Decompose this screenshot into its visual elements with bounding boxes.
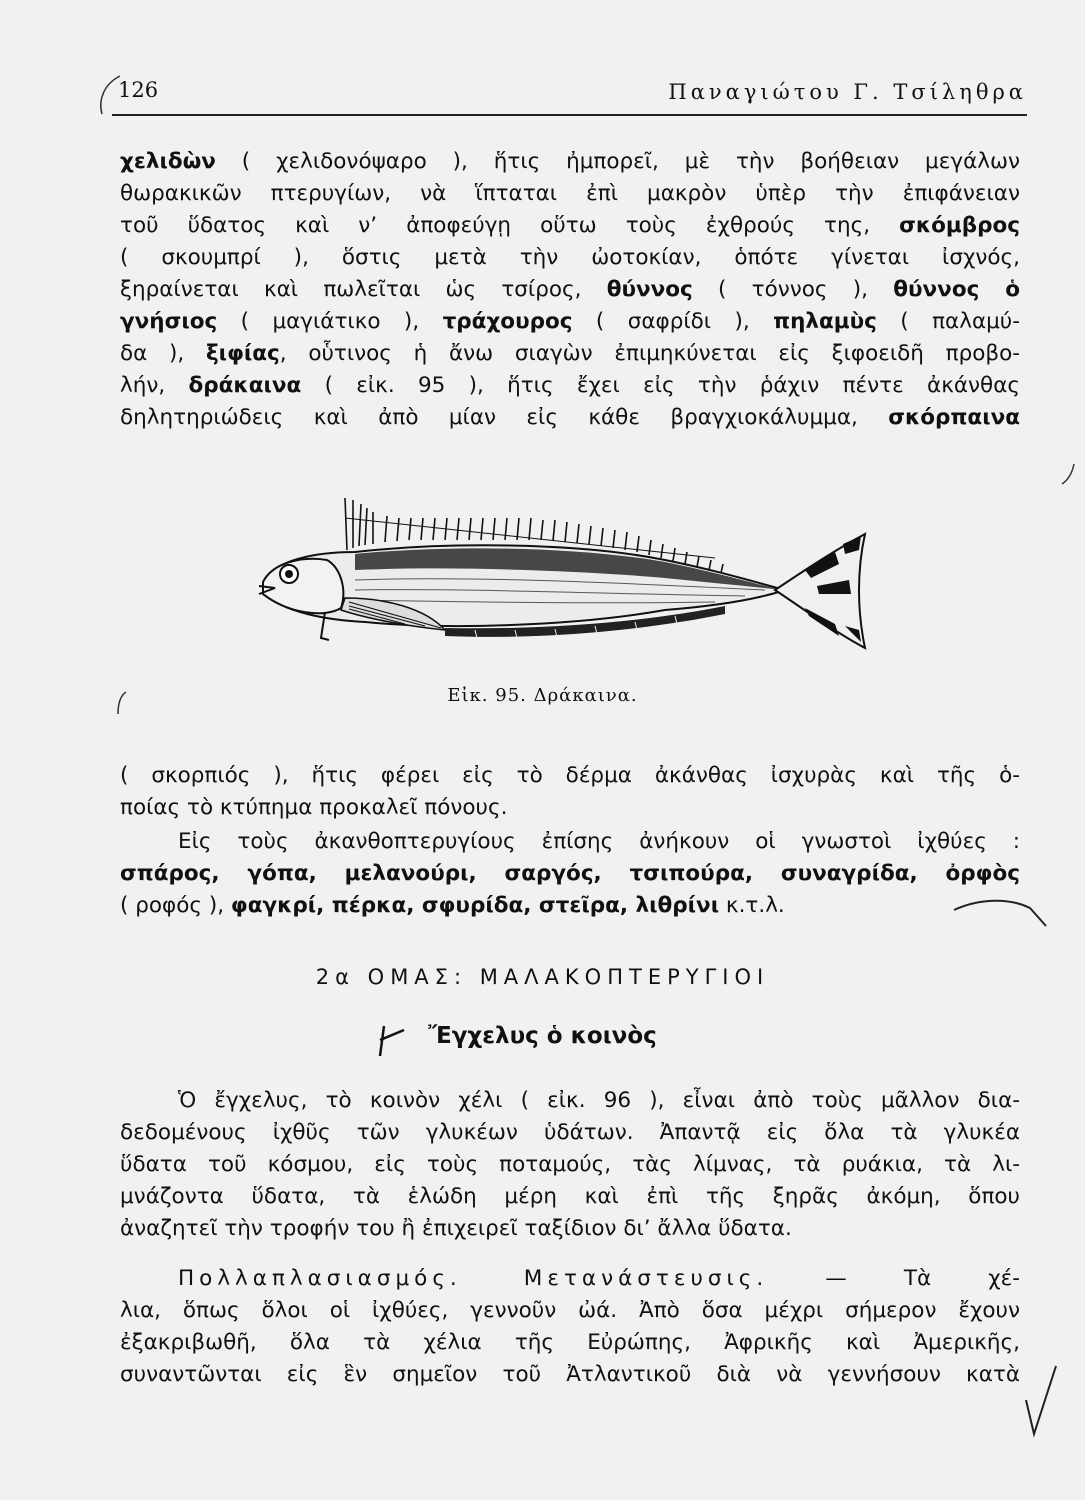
figure-caption: Εἰκ. 95. Δράκαινα. xyxy=(447,685,638,706)
text-line: τοῦ ὕδατος καὶ ν’ ἀποφεύγῃ οὕτω τοὺς ἐχθρούς της, σκόμβρος xyxy=(120,213,1020,238)
fish-head xyxy=(263,559,343,613)
text-line: ξηραίνεται καὶ πωλεῖται ὡς τσίρος, θύννος ( τόννος ), θύννος ὁ xyxy=(120,277,1020,302)
page-number: 126 xyxy=(118,78,159,102)
paragraph-fish-list xyxy=(120,146,1020,434)
paragraph-eel xyxy=(120,1085,1020,1245)
pencil-tick-right xyxy=(1060,460,1080,490)
paragraph-acanthopterygii xyxy=(120,826,1020,922)
text-line: δηλητηριώδεις καὶ ἀπὸ μίαν εἰς κάθε βραγχιοκάλυμμα, σκόρπαινα xyxy=(120,405,1020,430)
text-line: ( ροφός ), φαγκρί, πέρκα, σφυρίδα, στεῖρα, λιθρίνι κ.τ.λ. xyxy=(120,893,785,918)
text-line: ἀναζητεῖ τὴν τροφήν του ἢ ἐπιχειρεῖ ταξίδιον δι’ ἄλλα ὕδατα. xyxy=(120,1216,792,1241)
pencil-check-mark xyxy=(1020,1360,1060,1440)
text-line: Ὁ ἔγχελυς, τὸ κοινὸν χέλι ( εἰκ. 96 ), εἶναι ἀπὸ τοὺς μᾶλλον δια- xyxy=(178,1088,1020,1113)
text-line: ποίας τὸ κτύπημα προκαλεῖ πόνους. xyxy=(120,795,508,820)
pencil-mark-caption xyxy=(112,688,132,718)
text-line: θωρακικῶν πτερυγίων, νὰ ἵπταται ἐπὶ μακρὸν ὑπὲρ τὴν ἐπιφάνειαν xyxy=(120,181,1020,206)
text-line: χελιδὼν ( χελιδονόψαρο ), ἥτις ἠμπορεῖ, μὲ τὴν βοήθειαν μεγάλων xyxy=(120,149,1020,174)
text-line: σπάρος, γόπα, μελανούρι, σαργός, τσιπούρα, συναγρίδα, ὀρφὸς xyxy=(120,861,1020,886)
text-line: δεδομένους ἰχθῦς τῶν γλυκέων ὑδάτων. Ἀπαντᾷ εἰς ὅλα τὰ γλυκέα xyxy=(120,1120,1020,1145)
text-line: Πολλαπλασιασμός. Μετανάστευσις. — Τὰ χέ- xyxy=(178,1266,1020,1291)
text-line: ἐξακριβωθῆ, ὅλα τὰ χέλια τῆς Εὐρώπης, Ἀφρικῆς καὶ Ἀμερικῆς, xyxy=(120,1330,1020,1355)
text-line: λια, ὅπως ὅλοι οἱ ἰχθύες, γεννοῦν ὠά. Ἀπὸ ὅσα μέχρι σήμερον ἔχουν xyxy=(120,1298,1020,1323)
paragraph-scorpion-fish xyxy=(120,760,1020,824)
text-line: συναντῶνται εἰς ἓν σημεῖον τοῦ Ἀτλαντικοῦ διὰ νὰ γεννήσουν κατὰ xyxy=(120,1362,1020,1387)
pencil-mark-heading xyxy=(370,1020,410,1060)
paragraph-reproduction xyxy=(120,1263,1020,1391)
text-line: ( σκορπιός ), ἥτις φέρει εἰς τὸ δέρμα ἀκάνθας ἰσχυρὰς καὶ τῆς ὁ- xyxy=(120,763,1020,788)
fish-illustration xyxy=(245,490,885,670)
page-header xyxy=(112,74,1027,116)
text-line: ὕδατα τοῦ κόσμου, εἰς τοὺς ποταμούς, τὰς λίμνας, τὰ ρυάκια, τὰ λι- xyxy=(120,1152,1020,1177)
text-line: ( σκουμπρί ), ὅστις μετὰ τὴν ὠοτοκίαν, ὁπότε γίνεται ἰσχνός, xyxy=(120,245,1020,270)
text-line: γνήσιος ( μαγιάτικο ), τράχουρος ( σαφρίδι ), πηλαμὺς ( παλαμύ- xyxy=(120,309,1020,334)
text-line: λήν, δράκαινα ( εἰκ. 95 ), ἥτις ἔχει εἰς τὴν ῥάχιν πέντε ἀκάνθας xyxy=(120,373,1021,398)
pencil-mark-page-number xyxy=(90,70,130,120)
text-line: δα ), ξιφίας, οὗτινος ἡ ἄνω σιαγὼν ἐπιμηκύνεται εἰς ξιφοειδῆ προβο- xyxy=(120,341,1020,366)
running-head: Παναγιώτου Γ. Τσίληθρα xyxy=(668,80,1027,104)
text-line: μνάζοντα ὕδατα, τὰ ἑλώδη μέρη καὶ ἐπὶ τῆς ξηρᾶς ἀκόμη, ὅπου xyxy=(120,1184,1020,1209)
pencil-arrow-mark xyxy=(950,892,1050,932)
section-heading: 2α ΟΜΑΣ: ΜΑΛΑΚΟΠΤΕΡΥΓΙΟΙ xyxy=(315,965,770,989)
text-line: Εἰς τοὺς ἀκανθοπτερυγίους ἐπίσης ἀνήκουν οἱ γνωστοὶ ἰχθύες : xyxy=(178,829,1020,854)
subsection-heading: Ἔγχελυς ὁ κοινὸς xyxy=(428,1023,657,1049)
